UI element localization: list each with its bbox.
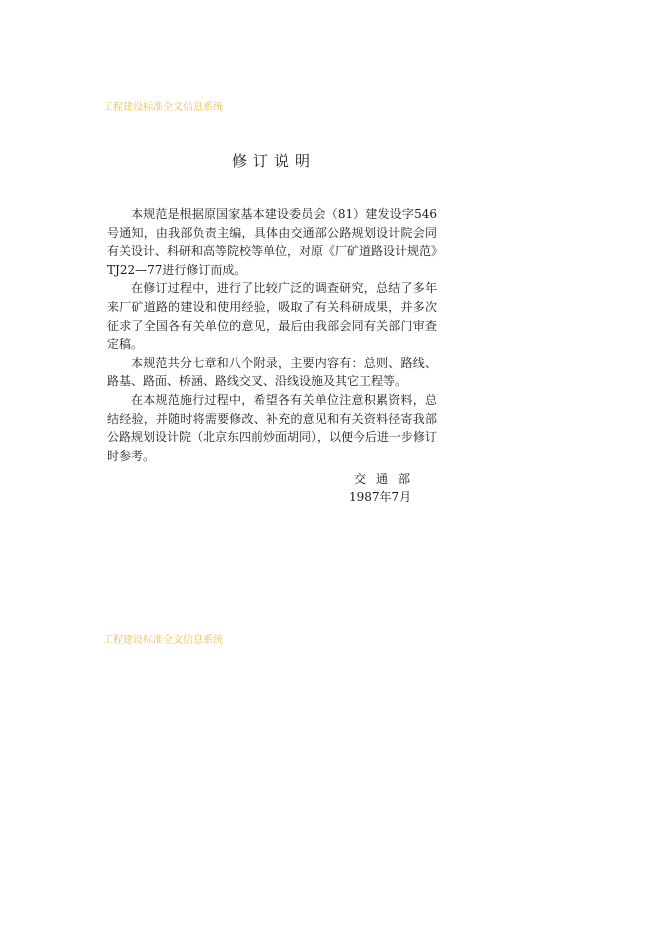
watermark-bottom: 工程建设标准全文信息系统 <box>103 635 223 646</box>
page-title: 修订说明 <box>232 152 317 170</box>
body-text <box>107 205 437 465</box>
signature-date: 1987年7月 <box>349 490 412 504</box>
paragraph-4: 在本规范施行过程中，希望各有关单位注意积累资料，总结经验，并随时将需要修改、补充的意见和有关资料径寄我部公路规划设计院（北京东四前炒面胡同），以便今后进一步修订时参考。 <box>107 392 438 463</box>
paragraph-1: 本规范是根据原国家基本建设委员会（81）建发设字546号通知，由我部负责主编，具体由交通部公路规划设计院会同有关设计、科研和高等院校等单位，对原《厂矿道路设计规范》TJ22—77进行修订而成。 <box>107 207 438 277</box>
signature-organization: 交通部 <box>354 472 421 486</box>
watermark-top: 工程建设标准全文信息系统 <box>103 102 223 113</box>
paragraph-3: 本规范共分七章和八个附录，主要内容有：总则、路线、路基、路面、桥涵、路线交叉、沿线设施及其它工程等。 <box>107 355 437 389</box>
paragraph-2: 在修订过程中，进行了比较广泛的调查研究，总结了多年来厂矿道路的建设和使用经验，吸取了有关科研成果，并多次征求了全国各有关单位的意见，最后由我部会同有关部门审查定稿。 <box>107 281 437 352</box>
